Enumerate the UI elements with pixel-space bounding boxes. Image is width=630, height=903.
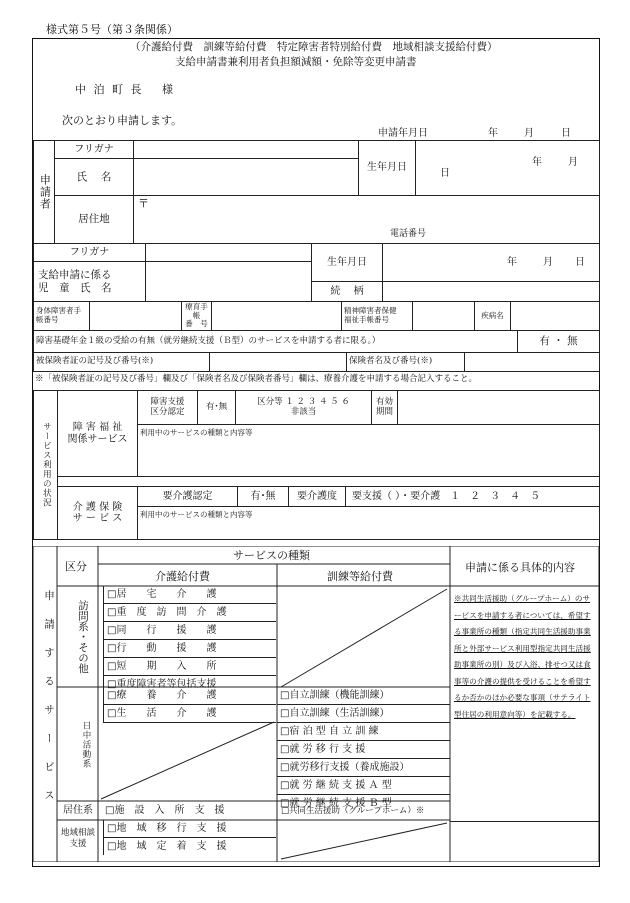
child-relation-label: 続 柄 [312, 282, 383, 302]
day-service-list [103, 687, 276, 723]
pension-yes-no[interactable]: 有 ・ 無 [518, 331, 600, 353]
care-cert-yes-no[interactable]: 有･無 [238, 487, 289, 506]
application-day: 日 [561, 128, 571, 139]
training-header: 訓練等給付費 [327, 570, 393, 583]
applicant-address-field[interactable] [134, 196, 600, 244]
child-furigana-label: フリガナ [34, 244, 146, 262]
application-year: 年 [488, 128, 498, 139]
visit-service-severe[interactable]: □重 度 訪 問 介 護 [104, 604, 276, 622]
child-furigana-field[interactable] [146, 244, 312, 262]
training-function[interactable]: □自立訓練（機能訓練） [277, 687, 450, 705]
training-service-list [277, 687, 450, 812]
applicant-birth-label: 生年月日 [359, 141, 416, 196]
insured-note: ※「被保険者証の記号及び番号」欄及び「保険者名及び保険者番号」欄は、療養介護を申請する場合記入すること。 [35, 374, 478, 384]
care-level-label: 要介護度 [289, 487, 346, 506]
valid-period-label: 有効 期間 [372, 391, 398, 425]
insurer-label: 保険者名及び番号(※) [347, 353, 465, 372]
mental-cert-label: 精神障害者保健 福祉手帳番号 [342, 302, 413, 331]
support-cert-yes-no[interactable]: 有･無 [198, 391, 236, 425]
services-block [33, 546, 599, 862]
detail-note: ※共同生活援助（グループホーム）のサービスを申請する者については、希望する事業所の種類（指定共同生活援助事業所と外部サービス利用型指定共同生活援助事業所の別）及び入浴、排せつ又は食事等の介護の提供を受けることを希望するか否かのほか必要な事項（サテライト型住居の利用意向等）を記載する。 [454, 594, 591, 719]
child-name-label: 支給申請に係る 児 童 氏 名 [34, 262, 146, 302]
welfare-service-label: 障 害 福 祉 関係サービス [58, 391, 138, 477]
day-service-medical-care[interactable]: □療 養 介 護 [104, 687, 276, 705]
applicant-address-label: 居住地 [55, 196, 134, 244]
care-cert-label: 要介護認定 [138, 487, 238, 506]
usage-section-label: サービス利用の状況 [34, 391, 58, 540]
applicant-table [33, 140, 600, 244]
local-service-list [103, 820, 276, 855]
rehab-cert-field[interactable] [212, 302, 342, 331]
support-grade[interactable]: 区分等 １ ２ ３ ４ ５ ６ 非該当 [236, 391, 372, 425]
training-residential[interactable]: □宿 泊 型 自 立 訓 練 [277, 723, 450, 741]
day-group-label: 日中活動系 [81, 721, 91, 769]
services-section-label: 申請するサービス [43, 590, 55, 818]
postal-mark: 〒 [138, 197, 149, 210]
application-date-label: 申請年月日 [378, 128, 428, 139]
visit-service-behavior[interactable]: □行 動 援 護 [104, 640, 276, 658]
visit-service-short-stay[interactable]: □短 期 入 所 [104, 658, 276, 676]
detail-field[interactable] [450, 821, 599, 863]
mental-cert-field[interactable] [413, 302, 475, 331]
application-month: 月 [524, 128, 534, 139]
visit-service-comprehensive[interactable]: □重度障害者等包括支援 [107, 679, 217, 690]
form-number: 様式第５号（第３条関係） [46, 23, 178, 36]
division-header: 区分 [65, 560, 87, 573]
visit-group-label: 訪問系・その他 [77, 600, 89, 674]
applicant-furigana-field[interactable] [134, 141, 359, 159]
disease-label: 疾病名 [475, 302, 511, 331]
training-employment-b[interactable]: □就 労 継 続 支 援 Ｂ 型 [280, 798, 392, 809]
detail-header: 申請に係る具体的内容 [465, 561, 575, 574]
applicant-name-field[interactable] [134, 159, 359, 196]
applicant-name-label: 氏 名 [55, 159, 134, 196]
applicant-section-label: 申請者 [34, 141, 55, 244]
pension-question: 障害基礎年金１級の受給の有無（就労継続支援（Ｂ型）のサービスを申請する者に限る。） [34, 331, 518, 353]
pension-table [33, 330, 600, 353]
rehab-cert-label: 療育手帳 番 号 [182, 302, 212, 331]
care-level-grades[interactable]: 要支援（ ）・要介護 １ ２ ３ ４ ５ [352, 491, 541, 502]
usage-table [33, 390, 600, 540]
nursing-header: 介護給付費 [155, 570, 210, 583]
local-service-settlement[interactable]: □地 域 定 着 支 援 [107, 841, 227, 852]
day-service-life-care[interactable]: □生 活 介 護 [107, 708, 217, 719]
visit-service-home-care[interactable]: □居 宅 介 護 [104, 586, 276, 604]
child-table [33, 243, 600, 302]
physical-cert-label: 身体障害者手帳番号 [34, 302, 90, 331]
care-row [138, 487, 600, 507]
service-kind-header: サービスの種類 [233, 549, 310, 562]
training-employment-a[interactable]: □就 労 継 続 支 援 Ａ 型 [277, 777, 450, 795]
training-employment-facility[interactable]: □就労移行支援（養成施設） [277, 759, 450, 777]
insured-number-label: 被保険者証の記号及び番号(※) [34, 353, 210, 372]
visit-service-accompany[interactable]: □同 行 援 護 [104, 622, 276, 640]
disease-field[interactable] [511, 302, 600, 331]
physical-cert-field[interactable] [90, 302, 182, 331]
local-group-label: 地域相談支援 [60, 828, 95, 850]
child-birth-label: 生年月日 [312, 244, 383, 282]
care-service-label: 介 護 保 険 サ ー ビ ス [58, 487, 138, 540]
insured-table [33, 352, 600, 372]
phone-label: 電話番号 [390, 229, 427, 239]
insured-number-field[interactable] [210, 353, 347, 372]
home-service-facility[interactable]: □施 設 入 所 支 援 [105, 805, 225, 816]
insurer-field[interactable] [465, 353, 600, 372]
training-employment-transition[interactable]: □就 労 移 行 支 援 [277, 741, 450, 759]
child-name-field[interactable] [146, 262, 312, 302]
valid-period-field[interactable] [398, 391, 600, 425]
local-service-transition[interactable]: □地 域 移 行 支 援 [104, 820, 276, 838]
usage-spacer [58, 477, 600, 487]
certificate-table [33, 301, 600, 331]
applicant-birth-field[interactable]: 年 月日 [416, 141, 600, 196]
visit-service-list [103, 586, 276, 693]
intro-text: 次のとおり申請します。 [62, 114, 183, 127]
applicant-furigana-label: フリガナ [55, 141, 134, 159]
support-cert-label: 障害支援 区分認定 [138, 391, 198, 425]
home-group-label: 居住系 [63, 805, 93, 816]
welfare-current-field[interactable]: 利用中のサービスの種類と内容等 [138, 425, 600, 477]
care-current-field[interactable]: 利用中のサービスの種類と内容等 [138, 507, 600, 540]
group-home-service[interactable]: □共同生活援助（グループホーム）※ [281, 806, 425, 816]
training-life[interactable]: □自立訓練（生活訓練） [277, 705, 450, 723]
form-title-line1: （介護給付費 訓練等給付費 特定障害者特別給付費 地域相談支援給付費） [130, 41, 498, 53]
form-title-line2: 支給申請書兼利用者負担額減額・免除等変更申請書 [175, 56, 417, 68]
child-birth-field[interactable]: 年 月 日 [383, 244, 600, 282]
addressee: 中 泊 町 長 様 [75, 83, 175, 96]
child-relation-field[interactable] [383, 282, 600, 302]
